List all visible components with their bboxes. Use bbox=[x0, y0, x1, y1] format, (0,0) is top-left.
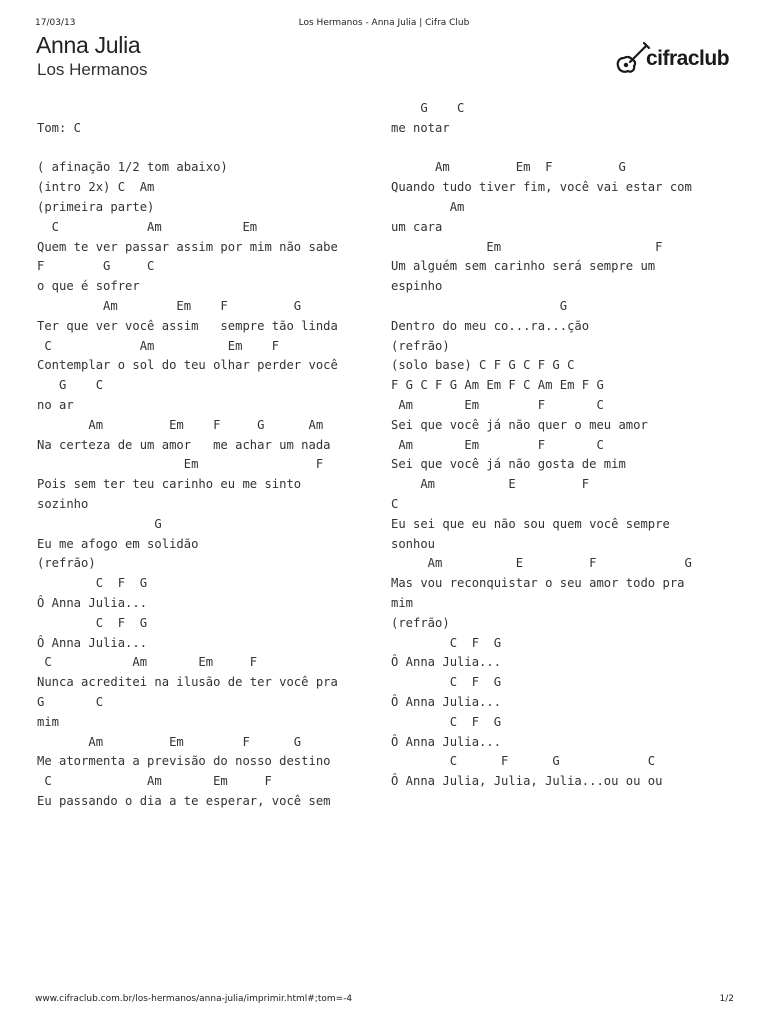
logo-text: cifraclub bbox=[646, 47, 730, 70]
print-date: 17/03/13 bbox=[35, 18, 76, 28]
chord-sheet-right-column: G C me notar Am Em F G Quando tudo tiver fim, você vai estar com Am um cara Em F Um alguém sem carinho será sempre um espinho G Dentro do meu co...ra...ção (refrão) (solo base) C F G C F G C F G C F G Am Em F C Am Em F G Am Em F C Sei que você já não quer o meu amor Am Em F C Sei que você já não gosta de mim Am E F C Eu sei que eu não sou quem você sempre sonhou Am E F G Mas vou reconquistar o seu amor todo pra mim (refrão) C F G Ô Anna Julia... C F G Ô Anna Julia... C F G Ô Anna Julia... C F G C Ô Anna Julia, Julia, Julia...ou ou ou bbox=[391, 101, 692, 789]
page-number: 1/2 bbox=[719, 994, 734, 1004]
cifraclub-logo bbox=[614, 34, 730, 78]
chord-sheet-left-column: Tom: C ( afinação 1/2 tom abaixo) (intro 2x) C Am (primeira parte) C Am Em Quem te ver passar assim por mim não sabe F G C o que é sofrer Am Em F G Ter que ver você assim sempre tão linda C Am Em F Contemplar o sol do teu olhar perder você G C no ar Am Em F G Am Na certeza de um amor me achar um nada Em F Pois sem ter teu carinho eu me sinto sozinho G Eu me afogo em solidão (refrão) C F G Ô Anna Julia... C F G Ô Anna Julia... C Am Em F Nunca acreditei na ilusão de ter você pra G C mim Am Em F G Me atormenta a previsão do nosso destino C Am Em F Eu passando o dia a te esperar, você sem bbox=[37, 120, 338, 808]
footer-url: www.cifraclub.com.br/los-hermanos/anna-julia/imprimir.html#;tom=-4 bbox=[35, 994, 353, 1004]
artist-name: Los Hermanos bbox=[37, 60, 148, 79]
song-title: Anna Julia bbox=[36, 32, 141, 58]
print-page-title: Los Hermanos - Anna Julia | Cifra Club bbox=[298, 18, 470, 28]
